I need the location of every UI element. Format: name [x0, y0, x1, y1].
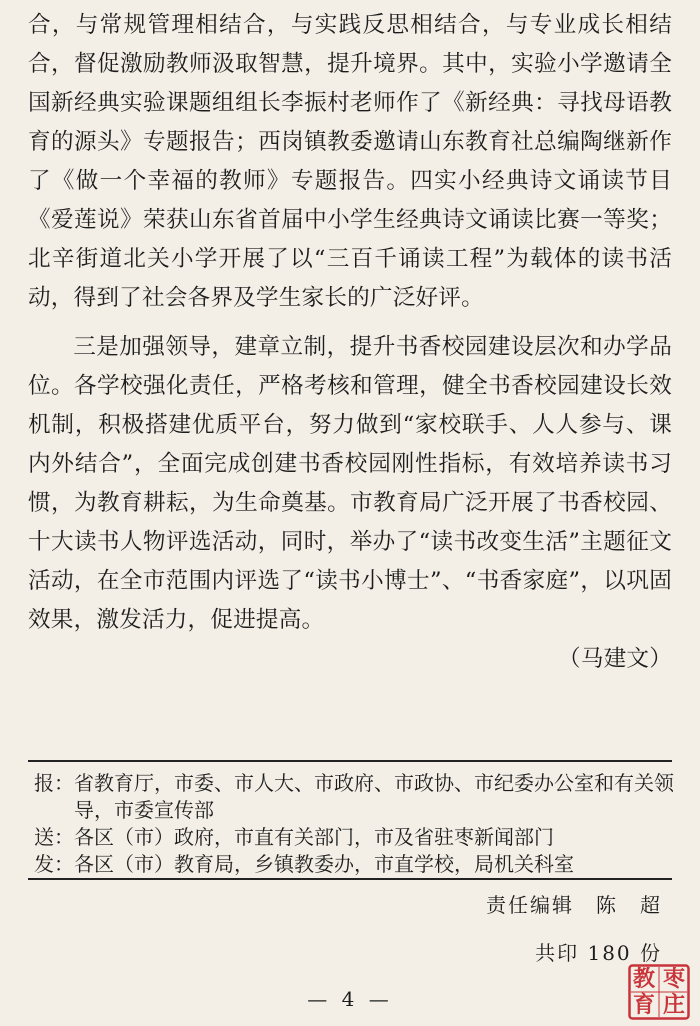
- distribution-label: 报：: [34, 771, 74, 795]
- bottom-divider: [28, 878, 672, 880]
- paragraph-continued: 合，与常规管理相结合，与实践反思相结合，与专业成长相结合，督促激励教师汲取智慧，提升境界。其中，实验小学邀请全国新经典实验课题组组长李振村老师作了《新经典：寻找母语教育的源头》专题报告；西岗镇教委邀请山东教育社总编陶继新作了《做一个幸福的教师》专题报告。四实小经典诗文诵读节目《爱莲说》荣获山东省首届中小学生经典诗文诵读比赛一等奖；北辛街道北关小学开展了以“三百千诵读工程”为载体的读书活动，得到了社会各界及学生家长的广泛好评。: [28, 12, 672, 311]
- paragraph-leadership: 三是加强领导，建章立制，提升书香校园建设层次和办学品位。各学校强化责任，严格考核和管理，健全书香校园建设长效机制，积极搭建优质平台，努力做到“家校联手、人人参与、课内外结合”，全面完成创建书香校园刚性指标，有效培养读书习惯，为教育耕耘，为生命奠基。市教育局广泛开展了书香校园、十大读书人物评选活动，同时，举办了“读书改变生活”主题征文活动，在全市范围内评选了“读书小博士”、“书香家庭”，以巩固效果，激发活力，促进提高。: [28, 334, 672, 633]
- print-count: 共印 180 份: [535, 941, 662, 965]
- distribution-text: 各区（市）政府，市直有关部门，市及省驻枣新闻部门: [74, 825, 554, 849]
- seal-char: 育: [632, 992, 655, 1018]
- distribution-text: 省教育厅，市委、市人大、市政府、市政协、市纪委办公室和有关领导，市委宣传部: [74, 771, 674, 822]
- distribution-row-issue: [34, 851, 674, 878]
- body-text: [28, 6, 672, 679]
- seal-char: 教: [632, 966, 655, 992]
- distribution-label: 送：: [34, 825, 74, 849]
- author-signature: （马建文）: [558, 646, 672, 672]
- seal-char: 枣: [662, 966, 685, 992]
- seal-char: 庄: [662, 992, 685, 1018]
- distribution-list: [34, 770, 674, 878]
- publisher-seal: [628, 964, 690, 1020]
- page-number: — 4 —: [307, 987, 393, 1011]
- distribution-label: 发：: [34, 852, 74, 876]
- top-divider: [28, 760, 672, 762]
- editor-line: 责任编辑 陈 超: [486, 893, 662, 917]
- distribution-text: 各区（市）教育局，乡镇教委办，市直学校，局机关科室: [74, 852, 574, 876]
- distribution-row-send: [34, 824, 674, 851]
- distribution-row-report: [34, 770, 674, 824]
